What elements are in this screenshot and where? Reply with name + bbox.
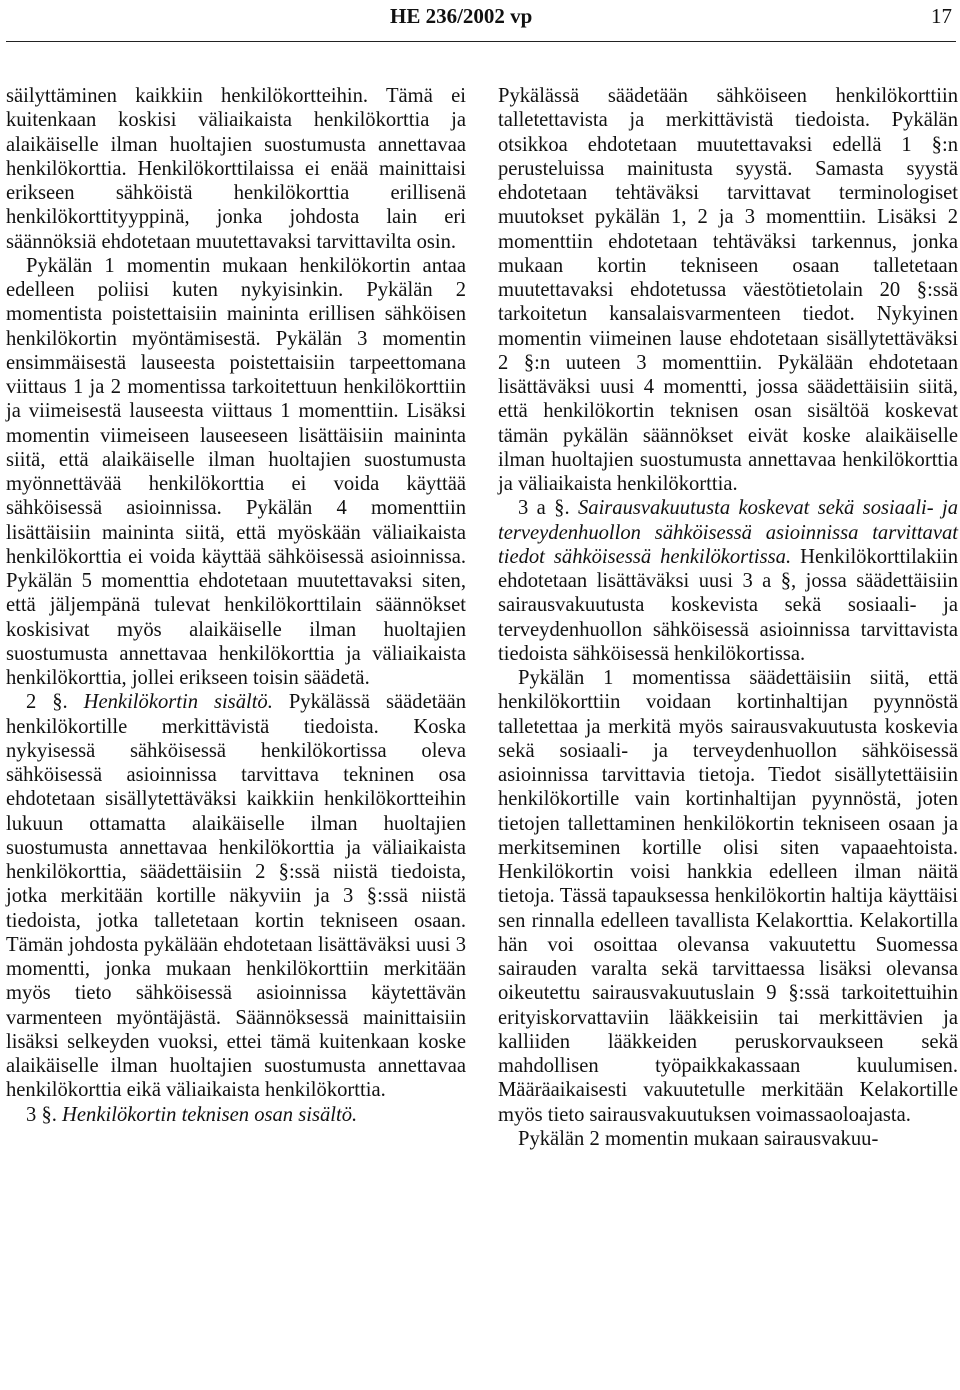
section-number: 3 §. [26,1103,57,1126]
section-body: Henkilökorttilakiin ehdotetaan lisättäväksi uusi 3 a §, jossa säädettäisiin sairausvakuutusta koskevista sekä sosiaali- ja terveydenhuollon sähköisessä asioinnissa tarvittavista tiedoista sähköisessä henkilökortissa. [498,545,958,665]
section-title: Henkilökortin teknisen osan sisältö. [62,1103,358,1126]
section-number: 2 §. [26,691,68,714]
left-paragraph-2: Pykälän 1 momentin mukaan henkilökortin antaa edelleen poliisi kuten nykyisinkin. Pykälän 2 momentista poistettaisiin maininta erillisen sähköisen henkilökortin myöntämisestä. Pykälän 3 momentin ensimmäisestä lauseesta poistettaisiin tarpeettomana viittaus 1 ja 2 momentissa tarkoitettuun henkilökorttiin ja viimeisestä lauseesta viittaus 1 momenttiin. Lisäksi momentin viimeiseen lauseeseen lisättäisiin maininta siitä, että alaikäiselle ilman huoltajien suostumusta myönnettävää henkilökorttia ei voida käyttää sähköisessä asioinnissa. Pykälän 4 momenttiin lisättäisiin maininta siitä, että myöskään väliaikaista henkilökorttia ei voida käyttää sähköisessä asioinnissa. Pykälän 5 momenttia ehdotetaan muutettavaksi siten, että jäljempänä tulevat henkilökorttilain säännökset koskisivat myös alaikäiselle ilman huoltajien suostumusta annettavaa henkilökorttia ja väliaikaista henkilökorttia, jollei erikseen toisin säädetä. [6,254,466,689]
right-column [498,84,958,1151]
right-paragraph-3: Pykälän 1 momentissa säädettäisiin siitä, että henkilökorttiin voidaan kortinhaltijan pyynnöstä talletettaa ja merkitä myös sairausvakuutusta koskevia sekä sosiaali- ja terveydenhuollon sähköisessä asioinnissa tarvittavia tietoja. Tiedot sisällytettäisiin henkilökortille vain kortinhaltijan pyynnöstä, joten tietojen tallettaminen henkilökortin tekniseen osaan ja merkitseminen kortille olisi siten vapaaehtoista. Henkilökortin voisi hankkia edelleen ilman näitä tietoja. Tässä tapauksessa henkilökortin haltija käyttäisi sen rinnalla edelleen tavallista Kelakorttia. Kelakortilla hän voi osoittaa olevansa vakuutettu Suomessa sairauden varalta sekä tarvittaessa lisäksi olevansa oikeutettu sairausvakuutuslain 9 §:ssä tarkoitettuihin erityiskorvattaviin lääkkeisiin tai merkittävien ja kalliiden lääkkeiden peruskorvaukseen sekä mahdollisen työpaikkakassaan kuulumisen. Määräaikaisesti vakuutetulle merkitään Kelakortille myös tieto sairausvakuutuksen voimassaoloajasta. [498,667,958,1126]
right-paragraph-2 [498,496,958,666]
page-header [0,0,960,46]
header-rule [6,41,956,42]
left-paragraph-4 [6,1103,466,1127]
left-paragraph-3 [6,690,466,1102]
section-body: Pykälässä säädetään henkilökortille merkittävistä tiedoista. Koska nykyisessä sähköisessä henkilökortissa oleva sähköisessä asioinnissa tarvittava tekninen osa ehdotetaan sisällytettäväksi kaikkiin henkilökortteihin lukuun ottamatta alaikäiselle ilman huoltajien suostumusta annettavaa henkilökorttia ja väliaikaista henkilökorttia, säädettäisiin 2 §:ssä niistä tiedoista, jotka merkitään kortille näkyviin ja 3 §:ssä niistä tiedoista, jotka talletetaan kortin tekniseen osaan. Tämän johdosta pykälään ehdotetaan lisättäväksi uusi 3 momentti, jonka mukaan henkilökorttiin merkitään myös tieto sähköisessä asioinnissa käytettävän varmenteen myöntäjästä. Säännöksessä mainittaisiin lisäksi selkeyden vuoksi, ettei tämä kuitenkaan koske alaikäiselle ilman huoltajien suostumusta annettavaa henkilökorttia eikä väliaikaista henkilökorttia. [6,691,467,1102]
left-column [6,84,466,1127]
page-number: 17 [931,4,952,28]
section-title: Henkilökortin sisältö. [83,691,273,714]
right-paragraph-4: Pykälän 2 momentin mukaan sairausvakuu- [518,1127,879,1150]
left-paragraph-1: säilyttäminen kaikkiin henkilökortteihin. Tämä ei kuitenkaan koskisi väliaikaista henkilökorttia ja alaikäiselle ilman huoltajien suostumusta annettavaa henkilökorttia. Henkilökorttilaissa ei enää mainittaisi erikseen sähköistä henkilökorttia erillisenä henkilökorttityyppinä, jonka johdosta lain eri säännöksiä ehdotetaan muutettavaksi tarvittavilta osin. [6,85,466,253]
right-paragraph-1: Pykälässä säädetään sähköiseen henkilökorttiin talletettavista ja merkittävistä tiedoista. Pykälän otsikkoa ehdotetaan muutettavaksi edellä 1 §:n perusteluissa mainitusta syystä. Samasta syystä ehdotetaan tehtäväksi tarvittavat terminologiset muutokset pykälän 1, 2 ja 3 momenttiin. Lisäksi 2 momenttiin ehdotetaan tehtäväksi tarkennus, jonka mukaan kortin tekniseen osaan talletetaan muutettavaksi ehdotetussa väestötietolain 20 §:ssä tarkoitetun kansalaisvarmenteen tiedot. Nykyinen momentin viimeinen lause ehdotetaan sisällytettäväksi 2 §:n uuteen 3 momenttiin. Pykälään ehdotetaan lisättäväksi uusi 4 momentti, jossa säädettäisiin siitä, että henkilökortin teknisen osan sisältöä koskevat tämän pykälän säännökset eivät koske alaikäiselle ilman huoltajien suostumusta annettavaa henkilökorttia ja väliaikaista henkilökorttia. [498,85,958,495]
document-id: HE 236/2002 vp [390,4,533,28]
section-number: 3 a §. [518,497,570,520]
section-title: Sairausvakuutusta koskevat sekä sosiaali- ja terveydenhuollon sähköisessä asioinnissa tarvittavat tiedot sähköisessä henkilökortissa. [498,497,958,568]
